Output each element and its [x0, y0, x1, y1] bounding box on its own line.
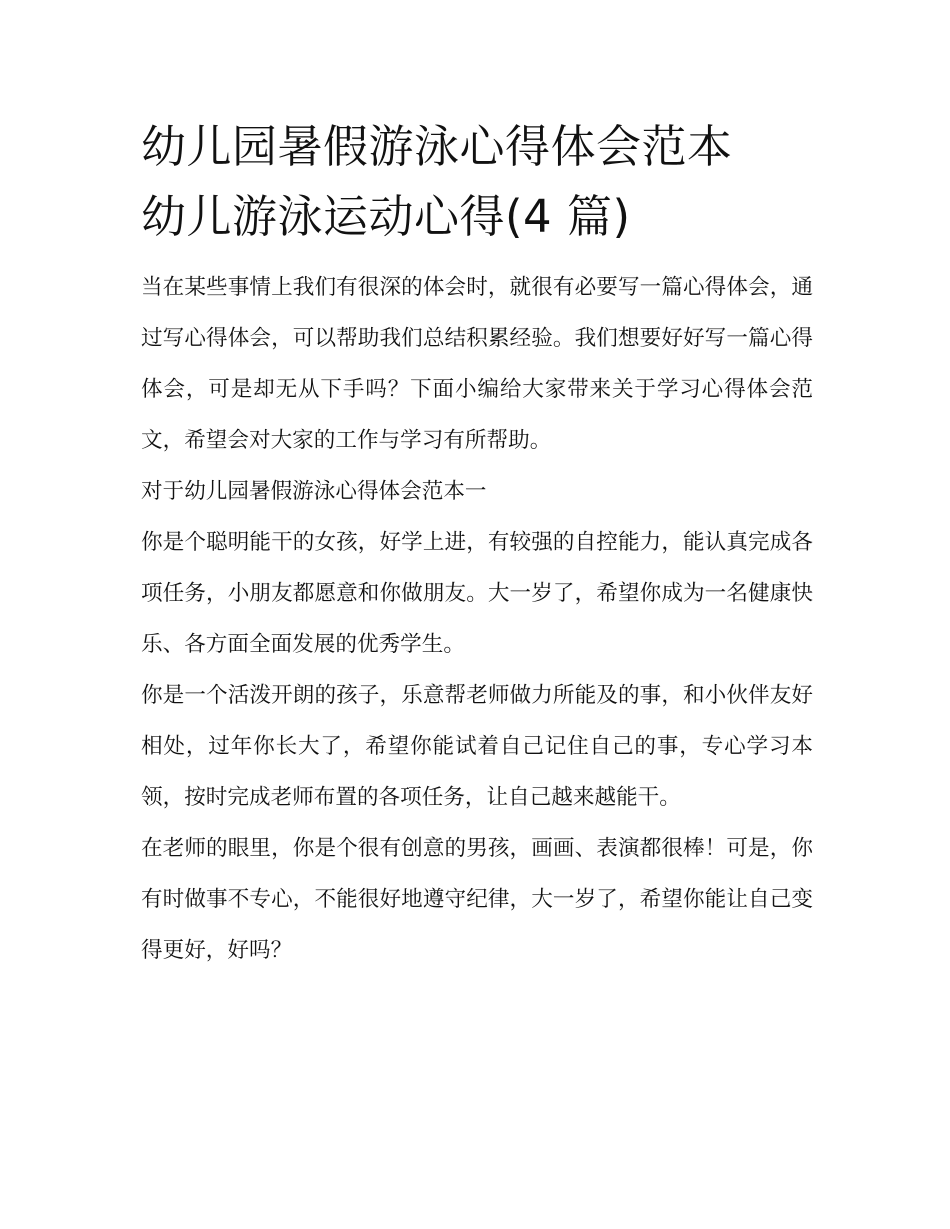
body-paragraph: 你是一个活泼开朗的孩子，乐意帮老师做力所能及的事，和小伙伴友好相处，过年你长大了，希望你能试着自己记住自己的事，专心学习本领，按时完成老师布置的各项任务，让自己越来越能干。 [141, 683, 813, 810]
body-paragraph: 你是个聪明能干的女孩，好学上进，有较强的自控能力，能认真完成各项任务，小朋友都愿意和你做朋友。大一岁了，希望你成为一名健康快乐、各方面全面发展的优秀学生。 [141, 530, 813, 657]
document-title [141, 112, 813, 252]
section-heading: 对于幼儿园暑假游泳心得体会范本一 [141, 479, 487, 504]
body-paragraph: 在老师的眼里，你是个很有创意的男孩，画画、表演都很棒！可是，你有时做事不专心，不能很好地遵守纪律，大一岁了，希望你能让自己变得更好，好吗？ [141, 836, 813, 963]
title-line-2: 幼儿游泳运动心得(4 篇) [141, 190, 631, 243]
title-line-1: 幼儿园暑假游泳心得体会范本 [141, 120, 733, 173]
document-content [141, 112, 813, 976]
intro-paragraph: 当在某些事情上我们有很深的体会时，就很有必要写一篇心得体会，通过写心得体会，可以帮助我们总结积累经验。我们想要好好写一篇心得体会，可是却无从下手吗？下面小编给大家带来关于学习心得体会范文，希望会对大家的工作与学习有所帮助。 [141, 275, 813, 453]
